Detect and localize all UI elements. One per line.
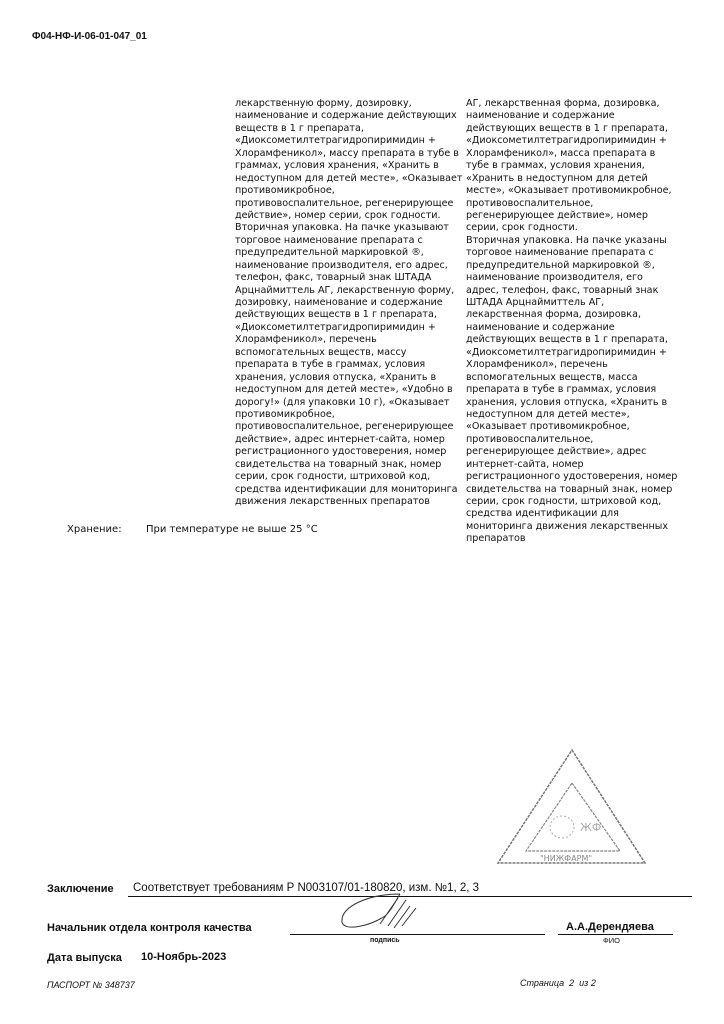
text-line: действие», номер серии, срок годности. [235,209,441,221]
text-line: недоступном для детей месте», «Оказывает [235,172,463,184]
signature-caption: подпись [370,937,400,944]
text-line: Вторичная упаковка. На пачке указывают [235,222,449,234]
text-line: свидетельства на товарный знак, номер [466,483,673,495]
text-line: месте», «Оказывает противомикробное, [466,185,672,197]
text-line: противомикробное, [235,185,335,197]
signature-line [290,934,545,935]
svg-text:ЖФ: ЖФ [580,821,602,834]
text-line: дозировку, наименование и содержание [235,297,443,308]
text-line: серии, срок годности, штриховой код, [235,471,431,483]
text-line: регенерирующее действие», адрес [466,446,647,458]
text-line: хранения, условия отпуска, «Хранить в [466,396,668,408]
text-line: дорогу!» (для упаковки 10 г), «Оказывает [235,396,450,408]
text-line: действие», адрес интернет-сайта, номер [235,433,445,445]
conclusion-label: Заключение [47,883,114,895]
text-line: Хлорамфеникол», перечень [466,359,608,371]
text-line: действующих веществ в 1 г препарата, [235,309,437,321]
text-line: адрес, телефон, факс, товарный знак [466,284,659,296]
text-line: предупредительной маркировкой ®, [466,259,655,271]
text-line: лекарственная форма, дозировка, [466,309,642,321]
text-line: регенерирующее действие», номер [466,209,648,221]
text-line: наименование производителя, его [466,272,643,284]
text-line: препарата в тубе в граммах, условия [466,384,657,396]
text-line: Хлорамфеникол», перечень [235,334,377,346]
text-line: «Диоксометилтетрагидропиримидин + [466,346,667,358]
page-number: 2 [569,978,575,988]
text-line: регистрационного удостоверения, номер [235,446,447,458]
text-line: противовоспалительное, [466,433,594,445]
text-line: мониторинга движения лекарственных [466,520,669,532]
text-line: интернет-сайта, номер [466,458,584,470]
left-column-text [235,98,463,508]
text-line: действующих веществ в 1 г препарата, [466,122,668,134]
text-line: противовоспалительное, регенерирующее [235,197,454,209]
text-line: регистрационного удостоверения, номер [466,471,678,483]
signatory-name: А.А.Дерендяева [566,921,654,933]
svg-text:"НИЖФАРМ": "НИЖФАРМ" [540,854,593,863]
text-line: тубе в граммах, условия хранения, [466,160,645,172]
text-line: действующих веществ в 1 г препарата, [466,334,668,346]
text-line: серии, срок годности, штриховой код, [466,496,662,507]
page-total: 2 [590,978,596,988]
text-line: граммах, условия хранения, «Хранить в [235,160,439,172]
text-line: АГ, лекарственная форма, дозировка, [466,98,660,109]
page-label: Страница [520,978,565,988]
text-line: наименование и содержание [466,110,615,122]
text-line: препаратов [466,533,526,545]
text-line: Арцнаймиттель АГ, лекарственную форму, [235,284,455,296]
text-line: вспомогательных веществ, массу [235,346,407,358]
name-line [558,934,673,935]
storage-value: При температуре не выше 25 °С [146,524,318,535]
document-code: Ф04-НФ-И-06-01-047_01 [32,31,147,42]
text-line: свидетельства на товарный знак, номер [235,458,442,470]
text-line: противовоспалительное, регенерирующее [235,421,454,433]
of-label: из [579,978,589,988]
text-line: Вторичная упаковка. На пачке указаны [466,234,667,246]
text-line: противовоспалительное, [466,197,594,209]
text-line: телефон, факс, товарный знак ШТАДА [235,272,432,284]
release-date: 10-Ноябрь-2023 [141,951,227,963]
text-line: Хлорамфеникол», массу препарата в тубе в [235,147,459,159]
text-line: Хлорамфеникол», масса препарата в [466,147,656,159]
signatory-title: Начальник отдела контроля качества [47,922,252,934]
text-line: «Диоксометилтетрагидропиримидин + [235,321,436,333]
text-line: торговое наименование препарата с [235,234,423,246]
page-indicator [520,978,596,988]
text-line: «Диоксометилтетрагидропиримидин + [235,135,436,147]
text-line: наименование производителя, его адрес, [235,259,448,271]
text-line: предупредительной маркировкой ®, [235,247,424,259]
text-line: движения лекарственных препаратов [235,496,430,507]
text-line: лекарственную форму, дозировку, [235,98,412,109]
text-line: противомикробное, [235,408,335,420]
conclusion-value: Соответствует требованиям Р N003107/01-180820, изм. №1, 2, 3 [133,882,480,894]
text-line: средства идентификации для [466,508,619,520]
text-line: недоступном для детей месте», «Удобно в [235,384,453,396]
text-line: наименование и содержание действующих [235,110,457,122]
text-line: хранения, условия отпуска, «Хранить в [235,371,437,383]
text-line: вспомогательных веществ, масса [466,371,638,383]
text-line: наименование и содержание [466,321,615,333]
text-line: «Оказывает противомикробное, [466,421,630,433]
storage-label: Хранение: [67,524,122,535]
company-stamp [490,745,650,870]
text-line: веществ в 1 г препарата, [235,122,364,134]
text-line: серии, срок годности. [466,222,578,234]
release-label: Дата выпуска [47,952,122,964]
signature [330,886,430,938]
text-line: ШТАДА Арцнаймиттель АГ, [466,297,605,308]
text-line: средства идентификации для мониторинга [235,483,458,495]
text-line: торговое наименование препарата с [466,247,654,259]
text-line: недоступном для детей месте», [466,408,630,420]
name-caption: ФИО [603,936,620,945]
text-line: «Диоксометилтетрагидропиримидин + [466,135,667,147]
text-line: препарата в тубе в граммах, условия [235,359,426,371]
right-column-text [466,98,677,546]
text-line: «Хранить в недоступном для детей [466,172,648,184]
passport-number: ПАСПОРТ № 348737 [47,980,135,990]
